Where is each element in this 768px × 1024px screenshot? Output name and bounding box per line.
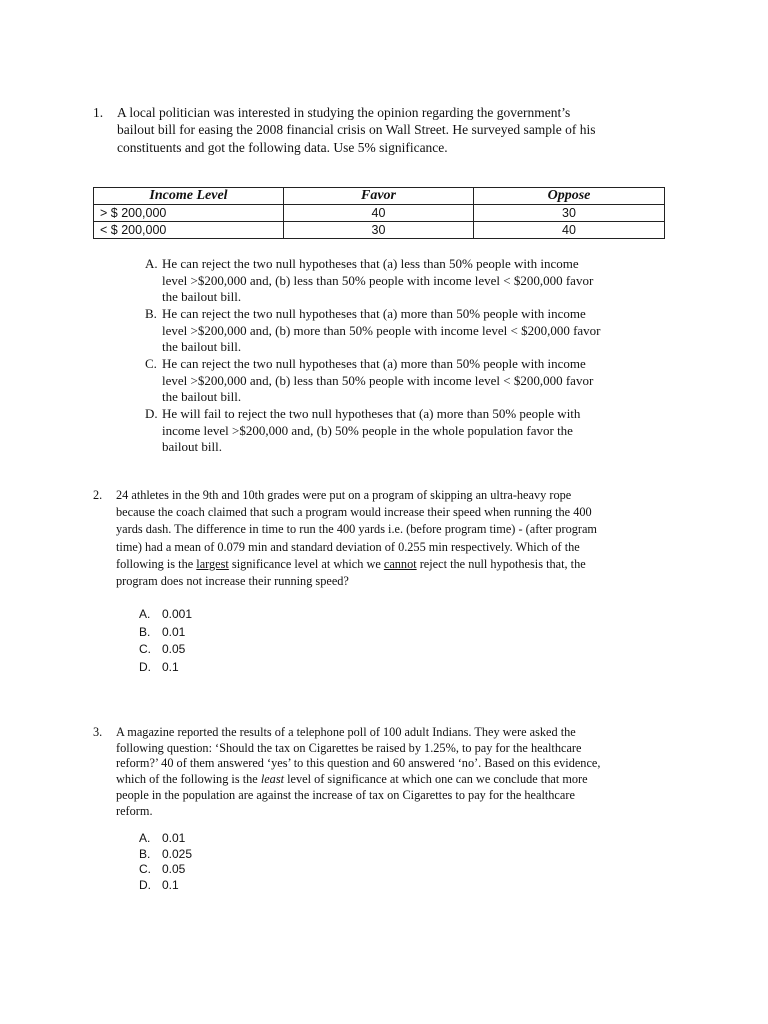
text-line: because the coach claimed that such a program would increase their speed when running the 400 <box>116 505 592 520</box>
option-letter: C. <box>139 642 151 656</box>
option-value: 0.01 <box>162 831 186 845</box>
text-line: time) had a mean of 0.079 min and standard deviation of 0.255 min respectively. Which of the <box>116 539 580 554</box>
table-cell: 40 <box>474 222 665 239</box>
text-line: the bailout bill. <box>162 339 242 355</box>
option-letter: A. <box>139 831 151 845</box>
option-value: 0.05 <box>162 642 186 656</box>
emphasis-least: least <box>260 772 285 787</box>
option-a <box>145 256 675 306</box>
option-letter: B. <box>139 624 151 639</box>
option-letter: D. <box>145 406 158 421</box>
text-line <box>116 556 676 573</box>
option-letter: B. <box>145 306 157 321</box>
text-line: A magazine reported the results of a telephone poll of 100 adult Indians. They were asked the <box>116 725 576 739</box>
table-row <box>94 205 665 222</box>
question-text <box>116 725 676 819</box>
text-line: program does not increase their running speed? <box>116 574 349 589</box>
underlined-largest: largest <box>196 556 229 571</box>
option-value: 0.05 <box>162 862 186 876</box>
text-line: level >$200,000 and, (b) less than 50% people with income level < $200,000 favor <box>162 272 594 288</box>
option-letter: A. <box>139 607 151 621</box>
text-line: bailout bill for easing the 2008 financial crisis on Wall Street. He surveyed sample of his <box>117 122 596 138</box>
option-text <box>162 406 675 456</box>
text-line: He will fail to reject the two null hypotheses that (a) more than 50% people with <box>162 406 581 421</box>
question-number: 2. <box>93 488 103 502</box>
option-letter: A. <box>145 256 158 271</box>
text-line: He can reject the two null hypotheses that (a) more than 50% people with income <box>162 356 586 371</box>
text-line: level >$200,000 and, (b) less than 50% people with income level < $200,000 favor <box>162 372 594 388</box>
option-text <box>162 256 675 306</box>
option-text <box>162 306 675 356</box>
text-line <box>116 772 676 788</box>
text-segment: reject the null hypothesis that, the <box>416 556 586 571</box>
option-letter: C. <box>145 356 157 371</box>
text-segment: which of the following is the <box>116 772 261 787</box>
text-line: reform?’ 40 of them answered ‘yes’ to this question and 60 answered ‘no’. Based on this evidence, <box>116 756 601 771</box>
question-number: 1. <box>93 105 104 120</box>
question-number: 3. <box>93 725 103 739</box>
option-value: 0.1 <box>162 877 179 892</box>
table-header-row <box>94 188 665 205</box>
text-line: He can reject the two null hypotheses that (a) less than 50% people with income <box>162 256 579 271</box>
text-line: the bailout bill. <box>162 389 242 405</box>
text-line: A local politician was interested in studying the opinion regarding the government’s <box>117 105 571 120</box>
text-line: bailout bill. <box>162 439 222 455</box>
table-row <box>94 222 665 239</box>
option-letter: B. <box>139 846 151 861</box>
table-cell: 30 <box>284 222 474 239</box>
income-opinion-table <box>93 187 665 239</box>
option-d <box>145 406 675 456</box>
text-line: the bailout bill. <box>162 289 242 305</box>
option-c <box>145 356 675 406</box>
question-text <box>116 487 676 590</box>
table-cell: > $ 200,000 <box>94 205 284 222</box>
text-segment: following is the <box>116 556 197 571</box>
option-value: 0.025 <box>162 846 193 861</box>
text-line: constituents and got the following data. Use 5% significance. <box>117 139 448 155</box>
text-line: yards dash. The difference in time to run the 400 yards i.e. (before program time) - (after program <box>116 522 597 537</box>
option-letter: C. <box>139 862 151 876</box>
table-cell: 40 <box>284 205 474 222</box>
option-letter: D. <box>139 877 151 892</box>
header-income-level: Income Level <box>94 188 284 205</box>
option-value: 0.01 <box>162 624 186 639</box>
text-line: He can reject the two null hypotheses that (a) more than 50% people with income <box>162 306 586 321</box>
header-oppose: Oppose <box>474 188 665 205</box>
header-favor: Favor <box>284 188 474 205</box>
text-segment: significance level at which we <box>228 556 384 571</box>
option-text <box>162 356 675 406</box>
option-letter: D. <box>139 659 151 674</box>
text-line: 24 athletes in the 9th and 10th grades were put on a program of skipping an ultra-heavy rope <box>116 488 572 502</box>
text-line: following question: ‘Should the tax on Cigarettes be raised by 1.25%, to pay for the healthcare <box>116 740 582 755</box>
option-b <box>145 306 675 356</box>
text-segment: level of significance at which one can we conclude that more <box>284 772 588 787</box>
table-cell: < $ 200,000 <box>94 222 284 239</box>
text-line: income level >$200,000 and, (b) 50% people in the whole population favor the <box>162 422 573 438</box>
option-value: 0.001 <box>162 607 193 621</box>
option-value: 0.1 <box>162 659 179 674</box>
table-cell: 30 <box>474 205 665 222</box>
underlined-cannot: cannot <box>383 556 417 571</box>
text-line: level >$200,000 and, (b) more than 50% people with income level < $200,000 favor <box>162 322 601 338</box>
text-line: people in the population are against the increase of tax on Cigarettes to pay for the healthcare <box>116 787 575 802</box>
text-line: reform. <box>116 803 153 818</box>
question-text <box>117 104 673 156</box>
